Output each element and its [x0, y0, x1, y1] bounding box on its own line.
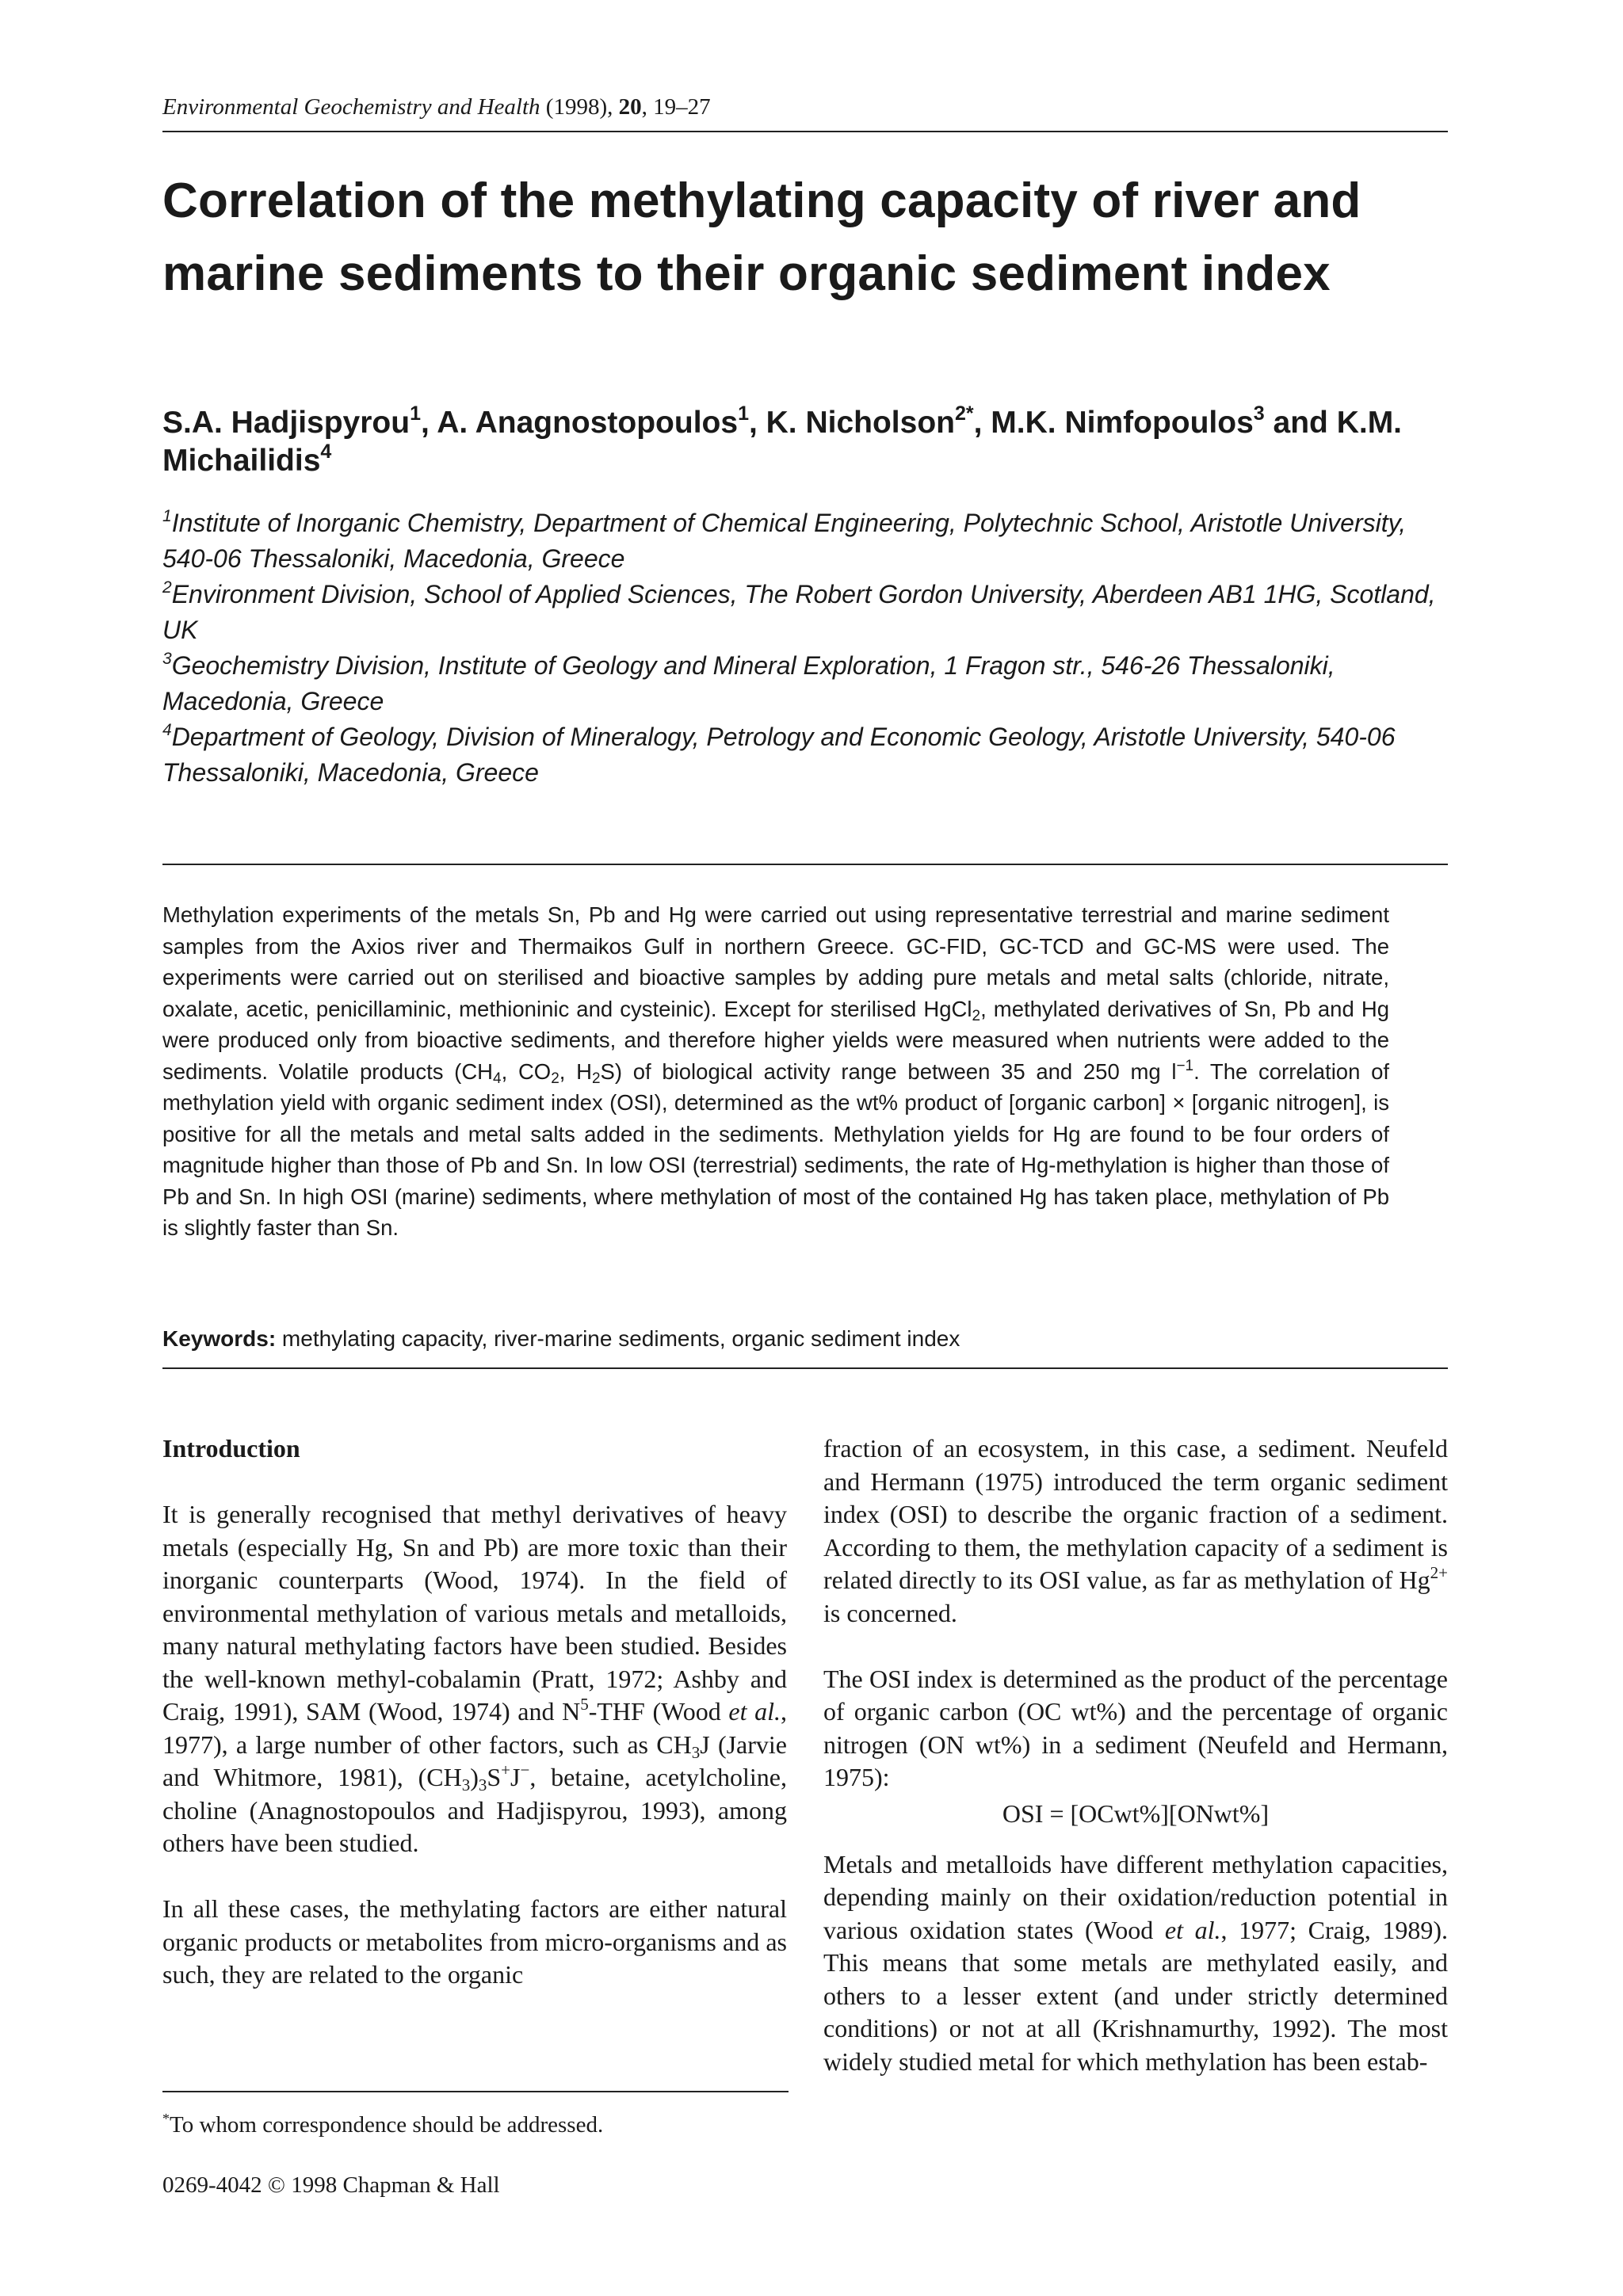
author-affil-mark: 1: [738, 402, 749, 425]
subscript: 3: [461, 1775, 471, 1794]
affiliation: [162, 648, 1448, 719]
footnote: [162, 2111, 789, 2139]
body-text: fraction of an ecosystem, in this case, a sediment. Neufeld and Hermann (1975) introduced the term organic sediment index (OSI) to describe the organic fraction of a sediment. According to them, the methylation capacity of a sediment is related directly to its OSI value, as far as methylation of Hg: [823, 1434, 1448, 1594]
journal-pages: , 19–27: [641, 94, 711, 120]
author-name: K.M. Michailidis: [162, 406, 1403, 478]
body-text: , 1977), a large number of other factors, such as CH: [162, 1697, 788, 1759]
italic-text: et al.: [728, 1697, 781, 1726]
header-rule: [162, 131, 1448, 132]
keywords-text: methylating capacity, river-marine sediments, organic sediment index: [276, 1326, 960, 1351]
journal-year: (1998),: [545, 94, 613, 120]
body-text: , betaine, acetylcholine, choline (Anagnostopoulos and Hadjispyrou, 1993), among others have been studied.: [162, 1763, 788, 1857]
affiliation-text: Department of Geology, Division of Mineralogy, Petrology and Economic Geology, Aristotle University, 540-06 Thessaloniki, Macedonia, Greece: [162, 723, 1396, 787]
subscript: 2: [972, 1007, 981, 1024]
subscript: 4: [493, 1070, 502, 1087]
affiliation-list: [162, 505, 1448, 791]
author-separator: ,: [420, 406, 437, 440]
body-text: Metals and metalloids have different methylation capacities, depending mainly on their oxidation/reduction potential in various oxidation states (Wood: [823, 1849, 1448, 1944]
paper-title: Correlation of the methylating capacity of river and marine sediments to their organic sediment index: [162, 174, 1361, 301]
author-affil-mark: 2*: [954, 402, 974, 425]
author-name: M.K. Nimfopoulos: [991, 406, 1254, 440]
footnote-text: To whom correspondence should be addressed.: [170, 2112, 604, 2138]
paper-page: [162, 0, 1448, 2296]
footnote-mark: *: [162, 2111, 170, 2126]
superscript: 5: [580, 1695, 589, 1714]
footnote-rule: [162, 2091, 789, 2092]
osi-equation: OSI = [OCwt%][ONwt%]: [1002, 1798, 1270, 1828]
superscript: −1: [1176, 1057, 1194, 1074]
abstract-text: , CO: [501, 1058, 552, 1084]
subscript: 3: [478, 1775, 487, 1794]
body-text: -THF (Wood: [588, 1697, 729, 1726]
affiliation-text: Environment Division, School of Applied Sciences, The Robert Gordon University, Aberdeen AB1 1HG, Scotland, UK: [162, 580, 1436, 644]
body-paragraph: [162, 1498, 787, 1860]
affiliation-mark: 1: [162, 507, 172, 525]
author-name: K. Nicholson: [766, 406, 955, 440]
body-text: , 1977; Craig, 1989). This means that some metals are methylated easily, and others to a lesser extent (and under strictly determined conditions) or not at all (Krishnamurthy, 1992). The most widely studied metal for which methylation has been estab-: [823, 1915, 1449, 2076]
body-text: ): [470, 1763, 479, 1791]
body-text: is concerned.: [823, 1598, 957, 1627]
keywords: [162, 1325, 1448, 1353]
section-heading: Introduction: [162, 1434, 300, 1463]
abstract-text: , H: [559, 1058, 592, 1084]
affiliation: [162, 719, 1448, 791]
left-column: [162, 1432, 787, 1992]
body-paragraph: [823, 1848, 1448, 2079]
body-text: J (Jarvie and Whitmore, 1981), (CH: [162, 1730, 788, 1791]
superscript: −: [520, 1760, 530, 1779]
superscript: 2+: [1430, 1563, 1448, 1582]
affiliation: [162, 505, 1448, 577]
author-name: S.A. Hadjispyrou: [162, 406, 411, 440]
subscript: 2: [591, 1070, 601, 1087]
abstract-text: . The correlation of methylation yield with organic sediment index (OSI), determined as the wt% product of [organic carbon] × [organic nitrogen], is positive for all the metals and metal salts added in the sediments. Methylation yields for Hg are found to be four orders of magnitude higher than those of Pb and Sn. In low OSI (terrestrial) sediments, the rate of Hg-methylation is higher than those of Pb and Sn. In high OSI (marine) sediments, where methylation of most of the contained Hg has taken place, methylation of Pb is slightly faster than Sn.: [162, 1058, 1390, 1240]
copyright-line: 0269-4042 © 1998 Chapman & Hall: [162, 2172, 500, 2198]
keywords-bottom-rule: [162, 1367, 1448, 1369]
body-paragraph: In all these cases, the methylating factors are either natural organic products or metabolites from micro-organisms and as such, they are related to the organic: [162, 1894, 787, 1989]
affiliation-mark: 2: [162, 578, 172, 597]
journal-volume: 20: [618, 94, 642, 120]
author-affil-mark: 1: [410, 402, 421, 425]
abstract: [162, 899, 1389, 1244]
author-separator: ,: [973, 406, 991, 440]
author-separator: and: [1264, 406, 1337, 440]
author-list: [162, 404, 1448, 480]
journal-header: [162, 93, 1448, 121]
affiliation-mark: 4: [162, 721, 172, 739]
affiliation-text: Institute of Inorganic Chemistry, Department of Chemical Engineering, Polytechnic School, Aristotle University, 540-06 Thessaloniki, Macedonia, Greece: [162, 509, 1407, 573]
affiliation-text: Geochemistry Division, Institute of Geology and Mineral Exploration, 1 Fragon str., 546-26 Thessaloniki, Macedonia, Greece: [162, 651, 1335, 715]
body-paragraph: [823, 1432, 1448, 1630]
subscript: 3: [691, 1742, 701, 1762]
abstract-top-rule: [162, 864, 1448, 865]
superscript: +: [501, 1760, 511, 1779]
affiliation: [162, 577, 1448, 648]
abstract-text: S) of biological activity range between 35 and 250 mg l: [600, 1058, 1177, 1084]
body-text: It is generally recognised that methyl derivatives of heavy metals (especially Hg, Sn and Pb) are more toxic than their inorganic counterparts (Wood, 1974). In the field of environmental methylation of various metals and metalloids, many natural methylating factors have been studied. Besides the well-known methyl-cobalamin (Pratt, 1972; Ashby and Craig, 1991), SAM (Wood, 1974) and N: [162, 1500, 787, 1726]
body-text: J: [510, 1763, 521, 1791]
body-text: S: [487, 1763, 502, 1791]
body-paragraph: The OSI index is determined as the product of the percentage of organic carbon (OC wt%) and the percentage of organic nitrogen (ON wt%) in a sediment (Neufeld and Hermann, 1975):: [823, 1664, 1448, 1791]
affiliation-mark: 3: [162, 650, 172, 668]
author-affil-mark: 3: [1253, 402, 1265, 425]
author-name: A. Anagnostopoulos: [437, 406, 739, 440]
keywords-label: Keywords:: [162, 1326, 277, 1351]
abstract-text: , methylated derivatives of Sn, Pb and Hg were produced only from bioactive sediments, and therefore higher yields were measured when nutrients were added to the sediments. Volatile products (CH: [162, 996, 1389, 1084]
subscript: 2: [551, 1070, 559, 1087]
right-column: [823, 1432, 1448, 2078]
abstract-text: Methylation experiments of the metals Sn, Pb and Hg were carried out using representative terrestrial and marine sediment samples from the Axios river and Thermaikos Gulf in northern Greece. GC-FID, GC-TCD and GC-MS were used. The experiments were carried out on sterilised and bioactive samples by adding pure metals and metal salts (chloride, nitrate, oxalate, acetic, penicillaminic, methioninic and cysteinic). Except for sterilised HgCl: [162, 902, 1389, 1021]
author-separator: ,: [748, 406, 766, 440]
author-affil-mark: 4: [320, 441, 332, 463]
italic-text: et al.: [1164, 1915, 1221, 1944]
journal-name: Environmental Geochemistry and Health: [162, 94, 540, 120]
